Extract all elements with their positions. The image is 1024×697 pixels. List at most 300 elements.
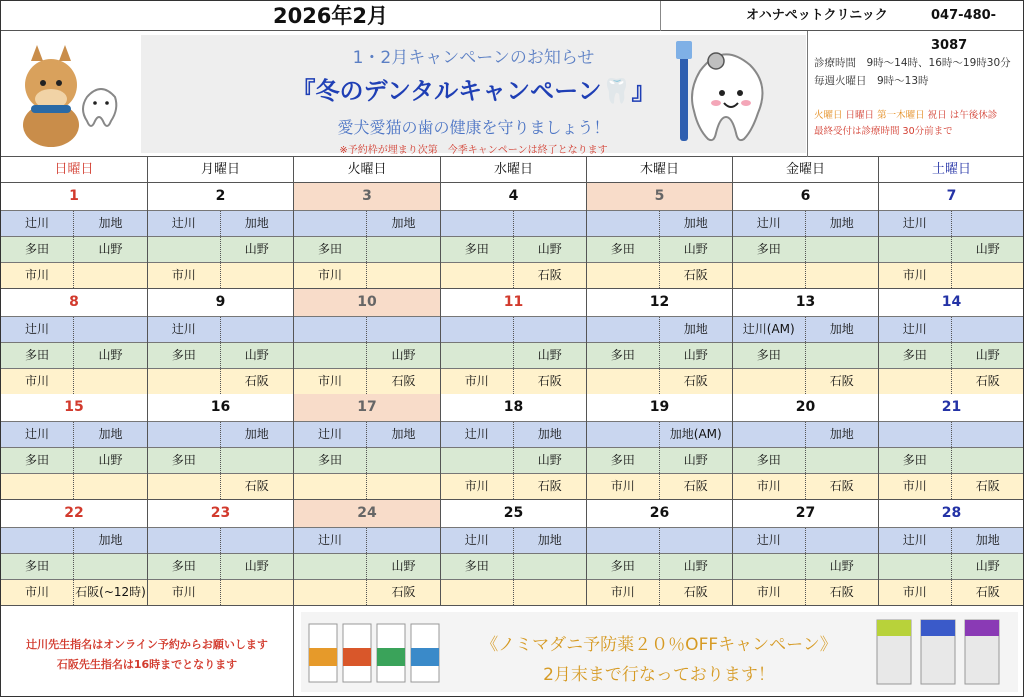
schedule-slot (441, 473, 586, 499)
schedule-slot (1, 262, 147, 288)
schedule-slot (587, 579, 732, 605)
doctor-name: 辻川 (294, 528, 367, 553)
schedule-slot (1, 236, 147, 262)
calendar-grid (1, 157, 1024, 605)
closed-suffix: は午後休診 (949, 110, 998, 121)
schedule-slot (148, 316, 293, 342)
day-number: 5 (587, 183, 732, 210)
schedule-slot (879, 421, 1024, 447)
doctor-name (952, 448, 1024, 473)
schedule-slot (441, 236, 586, 262)
schedule-slot (1, 553, 147, 579)
doctor-name (74, 474, 147, 499)
doctor-name: 石阪(~12時) (75, 584, 146, 599)
schedule-slot (441, 527, 586, 553)
doctor-name: 石阪 (829, 479, 854, 493)
hours-regular: 診療時間 9時〜14時、16時〜19時30分 (814, 57, 1011, 69)
campaign-description: 愛犬愛猫の歯の健康を守りましょう！ (337, 118, 610, 137)
doctor-name (294, 211, 367, 236)
doctor-name (879, 422, 952, 447)
doctor-name: 加地 (829, 427, 854, 441)
doctor-name (952, 211, 1024, 236)
doctor-name: 山野 (244, 347, 269, 362)
day-number: 24 (294, 500, 440, 527)
day-number: 21 (941, 399, 962, 415)
schedule-slot (733, 210, 878, 236)
doctor-name: 多田 (441, 554, 514, 579)
doctor-name: 山野 (537, 453, 562, 467)
clinic-hours (807, 31, 1024, 157)
doctor-name (148, 237, 221, 262)
doctor-name (587, 211, 660, 236)
schedule-slot (733, 553, 878, 579)
doctor-name (587, 422, 660, 447)
doctor-name: 石阪 (683, 584, 708, 599)
day-cell (879, 289, 1024, 395)
schedule-slot (733, 236, 878, 262)
day-number: 15 (64, 399, 84, 415)
doctor-name (1, 474, 74, 499)
schedule-slot (441, 210, 586, 236)
doctor-name: 多田 (587, 554, 660, 579)
schedule-slot (1, 421, 147, 447)
doctor-name (294, 317, 367, 342)
doctor-name (879, 237, 952, 262)
doctor-name: 辻川 (441, 422, 514, 447)
weekday-header: 金曜日 (733, 157, 879, 183)
doctor-name: 多田 (1, 237, 74, 262)
day-number: 20 (795, 399, 816, 415)
tooth-toothbrush-icon (666, 37, 781, 149)
doctor-name: 辻川 (1, 317, 74, 342)
schedule-slot (294, 236, 440, 262)
doctor-name: 多田 (1, 343, 74, 368)
doctor-name (148, 369, 221, 394)
doctor-name: 加地 (829, 216, 854, 230)
doctor-name: 辻川 (879, 211, 952, 236)
doctor-name (806, 528, 879, 553)
doctor-name: 多田 (1, 448, 74, 473)
doctor-name: 山野 (98, 453, 123, 467)
doctor-name: 加地 (98, 532, 123, 547)
doctor-name: 加地 (391, 216, 416, 230)
doctor-name (514, 317, 587, 342)
doctor-name (806, 237, 879, 262)
last-reception: 最終受付は診療時間 30分前まで (814, 126, 953, 137)
doctor-name: 石阪 (391, 373, 416, 388)
doctor-name (221, 448, 294, 473)
schedule-slot (441, 316, 586, 342)
doctor-name: 多田 (733, 237, 806, 262)
doctor-notes (1, 606, 294, 697)
doctor-name (441, 580, 514, 605)
clinic-phone: 047-480-3087 (931, 8, 997, 53)
schedule-slot (1, 210, 147, 236)
day-cell (587, 183, 733, 289)
doctor-name: 石阪 (537, 479, 562, 493)
doctor-name (367, 317, 440, 342)
day-cell (879, 394, 1024, 500)
doctor-name: 辻川 (879, 317, 952, 342)
doctor-name: 多田 (879, 448, 952, 473)
day-cell (587, 500, 733, 606)
weekday-header: 水曜日 (441, 157, 587, 183)
closed-holiday: 祝日 (927, 110, 947, 121)
schedule-slot (879, 210, 1024, 236)
doctor-name: 山野 (683, 242, 708, 256)
day-number: 6 (800, 188, 811, 204)
doctor-name: 山野 (391, 347, 416, 362)
schedule-slot (148, 447, 293, 473)
doctor-name: 辻川 (1, 211, 74, 236)
day-cell (1, 289, 148, 395)
doctor-name: 市川 (294, 369, 367, 394)
doctor-name (367, 263, 440, 288)
weekday-header: 日曜日 (1, 157, 148, 183)
doctor-name: 加地 (98, 427, 123, 441)
doctor-name (879, 554, 952, 579)
doctor-name: 石阪 (391, 584, 416, 599)
doctor-name (294, 474, 367, 499)
schedule-slot (733, 316, 878, 342)
schedule-slot (879, 447, 1024, 473)
doctor-name (367, 448, 440, 473)
doctor-note-2: 石阪先生指名は16時までとなります (56, 658, 238, 671)
doctor-name: 市川 (441, 474, 514, 499)
doctor-name: 辻川 (733, 211, 806, 236)
doctor-name (806, 448, 879, 473)
schedule-slot (587, 473, 732, 499)
doctor-name: 市川 (587, 474, 660, 499)
schedule-slot (587, 368, 732, 394)
doctor-name (367, 237, 440, 262)
day-cell (294, 183, 441, 289)
doctor-name: 加地 (683, 321, 708, 336)
doctor-name: 市川 (733, 580, 806, 605)
schedule-slot (587, 447, 732, 473)
day-cell (148, 183, 294, 289)
campaign-subtitle: 1・2月キャンペーンのお知らせ (352, 48, 595, 68)
doctor-name: 多田 (441, 237, 514, 262)
doctor-name: 石阪 (829, 584, 854, 599)
schedule-slot (148, 368, 293, 394)
doctor-name (660, 528, 733, 553)
day-number: 28 (941, 504, 962, 521)
schedule-slot (587, 553, 732, 579)
doctor-name: 市川 (1, 369, 74, 394)
doctor-name: 多田 (587, 237, 660, 262)
doctor-name (514, 580, 587, 605)
day-number: 17 (294, 394, 440, 421)
hours-tuesday: 毎週火曜日 9時〜13時 (814, 75, 929, 87)
day-number: 18 (503, 399, 524, 415)
schedule-slot (587, 527, 732, 553)
doctor-name: 山野 (975, 242, 1000, 256)
day-number: 9 (215, 293, 226, 310)
doctor-note-1: 辻川先生指名はオンライン予約からお願いします (26, 638, 268, 651)
doctor-name (879, 369, 952, 394)
doctor-name (148, 528, 221, 553)
doctor-name (441, 211, 514, 236)
day-cell (733, 500, 879, 606)
schedule-slot (294, 447, 440, 473)
doctor-name: 多田 (587, 343, 660, 368)
schedule-slot (733, 579, 878, 605)
doctor-name: 加地 (537, 532, 562, 547)
doctor-name (74, 369, 147, 394)
schedule-slot (733, 262, 878, 288)
schedule-slot (587, 262, 732, 288)
schedule-slot (441, 579, 586, 605)
doctor-name: 加地 (683, 216, 708, 230)
doctor-name: 山野 (391, 558, 416, 573)
doctor-name: 多田 (1, 554, 74, 579)
schedule-slot (587, 421, 732, 447)
schedule-slot (733, 342, 878, 368)
schedule-slot (733, 473, 878, 499)
schedule-slot (294, 553, 440, 579)
doctor-name (952, 422, 1024, 447)
day-cell (441, 289, 587, 395)
schedule-slot (733, 368, 878, 394)
doctor-name (74, 263, 147, 288)
weekday-header: 土曜日 (879, 157, 1024, 183)
schedule-slot (1, 368, 147, 394)
doctor-name (733, 422, 806, 447)
doctor-name: 多田 (879, 343, 952, 368)
schedule-slot (148, 527, 293, 553)
doctor-name: 山野 (537, 347, 562, 362)
doctor-name: 市川 (879, 580, 952, 605)
schedule-slot (587, 210, 732, 236)
flea-medicine-boxes-icon (305, 618, 445, 686)
schedule-slot (879, 262, 1024, 288)
doctor-name (587, 369, 660, 394)
doctor-name (1, 528, 74, 553)
schedule-slot (733, 447, 878, 473)
month-title: 2026年2月 (1, 1, 661, 31)
schedule-slot (148, 342, 293, 368)
day-number: 13 (795, 293, 816, 310)
doctor-name (514, 554, 587, 579)
day-number: 23 (210, 504, 231, 521)
schedule-slot (294, 527, 440, 553)
schedule-slot (148, 579, 293, 605)
doctor-name (367, 474, 440, 499)
doctor-name: 石阪 (244, 479, 269, 493)
weekday-header: 火曜日 (294, 157, 441, 183)
campaign-title: 『冬のデンタルキャンペーン🦷』 (291, 77, 656, 105)
schedule-slot (1, 579, 147, 605)
schedule-slot (1, 527, 147, 553)
doctor-name (148, 474, 221, 499)
schedule-slot (148, 553, 293, 579)
doctor-name: 多田 (148, 554, 221, 579)
closed-first-thursday: 第一木曜日 (877, 110, 925, 121)
weekday-header: 木曜日 (587, 157, 733, 183)
day-number: 26 (649, 504, 670, 521)
day-cell (879, 183, 1024, 289)
doctor-name: 辻川 (879, 528, 952, 553)
day-number: 7 (946, 188, 957, 204)
schedule-slot (294, 316, 440, 342)
day-number: 8 (69, 293, 79, 310)
day-cell (294, 500, 441, 606)
doctor-name: 多田 (148, 448, 221, 473)
doctor-name (733, 554, 806, 579)
doctor-name: 山野 (537, 242, 562, 256)
doctor-name: 石阪 (975, 584, 1000, 599)
schedule-slot (587, 236, 732, 262)
doctor-name: 辻川 (148, 211, 221, 236)
doctor-name (367, 528, 440, 553)
top-header (1, 1, 1024, 53)
doctor-name: 市川 (879, 474, 952, 499)
schedule-slot (441, 342, 586, 368)
doctor-name (514, 211, 587, 236)
doctor-name: 加地 (98, 216, 123, 230)
doctor-name (441, 317, 514, 342)
weekday-header: 月曜日 (148, 157, 294, 183)
doctor-name (148, 422, 221, 447)
campaign-banner (1, 31, 1024, 157)
day-number: 4 (508, 188, 519, 204)
doctor-name (733, 263, 806, 288)
doctor-name: 石阪 (683, 479, 708, 493)
doctor-name: 山野 (975, 558, 1000, 573)
doctor-name: 山野 (244, 558, 269, 573)
footer (1, 605, 1024, 697)
doctor-name: 市川 (148, 263, 221, 288)
schedule-slot (148, 421, 293, 447)
schedule-slot (441, 421, 586, 447)
doctor-name: 山野 (98, 242, 123, 256)
day-cell (441, 394, 587, 500)
doctor-name: 石阪 (975, 479, 1000, 493)
doctor-name (806, 263, 879, 288)
doctor-name (952, 317, 1024, 342)
day-number: 22 (64, 504, 84, 521)
doctor-name: 山野 (244, 242, 269, 256)
schedule-slot (148, 210, 293, 236)
day-number: 10 (294, 289, 440, 316)
doctor-name: 山野 (829, 558, 854, 573)
day-cell (148, 289, 294, 395)
schedule-slot (1, 473, 147, 499)
flea-campaign-panel (301, 612, 1018, 692)
doctor-name: 石阪 (244, 373, 269, 388)
schedule-slot (879, 579, 1024, 605)
doctor-name (221, 528, 294, 553)
day-cell (733, 183, 879, 289)
schedule-slot (879, 368, 1024, 394)
doctor-name (952, 263, 1024, 288)
day-number: 25 (503, 504, 524, 521)
doctor-name: 加地 (244, 216, 269, 230)
day-cell (733, 289, 879, 395)
doctor-name: 多田 (587, 448, 660, 473)
doctor-name: 山野 (975, 347, 1000, 362)
doctor-name: 多田 (148, 343, 221, 368)
schedule-slot (879, 316, 1024, 342)
day-number: 14 (941, 293, 962, 310)
doctor-name: 石阪 (683, 268, 708, 282)
schedule-slot (294, 342, 440, 368)
schedule-slot (441, 447, 586, 473)
day-cell (148, 394, 294, 500)
clinic-name: オハナペットクリニック (746, 8, 888, 23)
schedule-slot (294, 579, 440, 605)
day-number: 16 (210, 399, 231, 415)
doctor-name: 市川 (294, 263, 367, 288)
schedule-slot (587, 342, 732, 368)
doctor-name (441, 448, 514, 473)
schedule-slot (1, 447, 147, 473)
day-cell (587, 394, 733, 500)
doctor-name: 加地 (391, 427, 416, 441)
closed-sunday: 日曜日 (845, 110, 875, 121)
doctor-name: 山野 (683, 347, 708, 362)
schedule-slot (879, 236, 1024, 262)
day-number: 1 (69, 188, 79, 204)
day-cell (441, 183, 587, 289)
schedule-slot (148, 236, 293, 262)
day-cell (294, 289, 441, 395)
schedule-slot (879, 473, 1024, 499)
schedule-slot (148, 262, 293, 288)
campaign-note: ※予約枠が埋まり次第 今季キャンペーンは終了となります (339, 145, 608, 156)
doctor-name: 市川 (733, 474, 806, 499)
schedule-slot (733, 527, 878, 553)
flea-campaign-subtitle: 2月末まで行なっております！ (543, 665, 775, 685)
doctor-name (806, 343, 879, 368)
day-number: 11 (503, 293, 524, 310)
day-cell (148, 500, 294, 606)
doctor-name: 加地(AM) (669, 427, 722, 441)
doctor-name: 石阪 (537, 268, 562, 282)
schedule-slot (879, 527, 1024, 553)
doctor-name: 石阪 (683, 373, 708, 388)
doctor-name: 多田 (733, 343, 806, 368)
doctor-name (74, 554, 147, 579)
doctor-name (294, 580, 367, 605)
doctor-name (221, 580, 294, 605)
doctor-name (441, 343, 514, 368)
day-cell (1, 183, 148, 289)
day-cell (587, 289, 733, 395)
horse-mascot-icon (7, 39, 137, 151)
doctor-name (294, 554, 367, 579)
schedule-slot (441, 553, 586, 579)
doctor-name: 市川 (441, 369, 514, 394)
doctor-name (74, 317, 147, 342)
doctor-name (221, 317, 294, 342)
doctor-name (587, 263, 660, 288)
doctor-name: 辻川 (148, 317, 221, 342)
doctor-name: 辻川 (441, 528, 514, 553)
doctor-name (294, 343, 367, 368)
doctor-name: 市川 (1, 263, 74, 288)
doctor-name: 辻川 (1, 422, 74, 447)
doctor-name: 辻川 (733, 528, 806, 553)
flea-campaign-title: 《ノミマダニ予防薬２０％OFFキャンペーン》 (481, 635, 837, 655)
schedule-slot (587, 316, 732, 342)
doctor-name: 加地 (537, 427, 562, 441)
doctor-name: 多田 (294, 448, 367, 473)
day-number: 19 (649, 399, 670, 415)
schedule-slot (294, 262, 440, 288)
doctor-name: 多田 (733, 448, 806, 473)
